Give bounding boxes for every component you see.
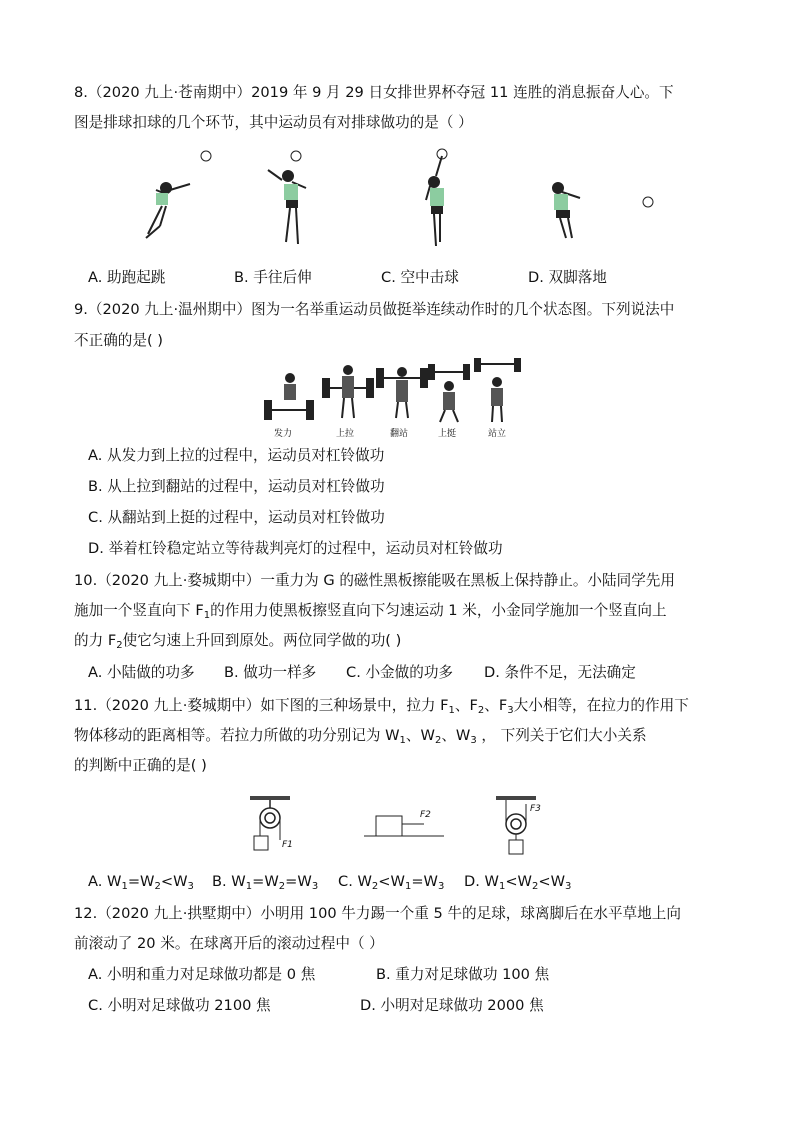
q12-option-d: D. 小明对足球做功 2000 焦	[360, 997, 544, 1014]
q10-line2: 施加一个竖直向下 $F_1$的作用力使黑板擦竖直向下匀速运动 1 米，小金同学施加一个竖直向上	[74, 602, 667, 621]
q12-option-b: B. 重力对足球做功 100 焦	[376, 966, 550, 983]
q11-option-b: B. $W_1=W_2=W_3$	[212, 873, 319, 892]
pulley-figure	[248, 794, 548, 860]
q9-option-c: C. 从翻站到上挺的过程中，运动员对杠铃做功	[88, 509, 385, 526]
q9-option-a: A. 从发力到上拉的过程中，运动员对杠铃做功	[88, 447, 385, 464]
q10-option-c: C. 小金做的功多	[346, 664, 454, 681]
q11-option-a: A. $W_1=W_2<W_3$	[88, 873, 194, 892]
fig-label-zhanli: 站立	[488, 429, 507, 439]
q11-line1: 11.（2020 九上·婺城期中）如下图的三种场景中，拉力 $F_1$、$F_2$、$F_3$大小相等，在拉力的作用下	[74, 697, 689, 716]
q12-option-c: C. 小明对足球做功 2100 焦	[88, 997, 271, 1014]
fig-label-fanzhan: 翻站	[390, 429, 409, 439]
q12-option-a: A. 小明和重力对足球做功都是 0 焦	[88, 966, 316, 983]
fig-label-shangla: 上拉	[336, 429, 355, 439]
q9-line1: 9.（2020 九上·温州期中）图为一名举重运动员做挺举连续动作时的几个状态图。下列说法中	[74, 301, 675, 318]
label-f3: F3	[530, 804, 541, 814]
q8-option-d: D. 双脚落地	[528, 269, 607, 286]
q8-option-b: B. 手往后伸	[234, 269, 312, 286]
q10-line3: 的力 $F_2$使它匀速上升回到原处。两位同学做的功( )	[74, 632, 402, 651]
fig-label-shangting: 上挺	[438, 429, 457, 439]
q10-option-d: D. 条件不足，无法确定	[484, 664, 636, 681]
q9-option-b: B. 从上拉到翻站的过程中，运动员对杠铃做功	[88, 478, 385, 495]
weightlifting-figure	[262, 356, 524, 440]
q12-line1: 12.（2020 九上·拱墅期中）小明用 100 牛力踢一个重 5 牛的足球，球离脚后在水平草地上向	[74, 905, 681, 922]
fig-label-fali: 发力	[274, 429, 293, 439]
q10-line1: 10.（2020 九上·婺城期中）一重力为 G 的磁性黑板擦能吸在黑板上保持静止。小陆同学先用	[74, 572, 675, 589]
q12-line2: 前滚动了 20 米。在球离开后的滚动过程中（ ）	[74, 935, 384, 952]
label-f1: F1	[282, 840, 293, 850]
q11-option-c: C. $W_2<W_1=W_3$	[338, 873, 445, 892]
q9-line2: 不正确的是( )	[74, 332, 163, 349]
q8-option-c: C. 空中击球	[381, 269, 459, 286]
q11-option-d: D. $W_1<W_2<W_3$	[464, 873, 572, 892]
q11-line3: 的判断中正确的是( )	[74, 757, 207, 774]
q8-option-a: A. 助跑起跳	[88, 269, 166, 286]
volleyball-figure	[130, 146, 670, 252]
q8-line2: 图是排球扣球的几个环节，其中运动员有对排球做功的是（ ）	[74, 114, 473, 131]
q10-option-b: B. 做功一样多	[224, 664, 317, 681]
label-f2: F2	[420, 810, 431, 820]
q8-line1: 8.（2020 九上·苍南期中）2019 年 9 月 29 日女排世界杯夺冠 11 连胜的消息振奋人心。下	[74, 84, 674, 101]
q11-line2: 物体移动的距离相等。若拉力所做的功分别记为 $W_1$、$W_2$、$W_3$ ， 下列关于它们大小关系	[74, 727, 647, 746]
q10-option-a: A. 小陆做的功多	[88, 664, 195, 681]
q9-option-d: D. 举着杠铃稳定站立等待裁判亮灯的过程中，运动员对杠铃做功	[88, 540, 503, 557]
